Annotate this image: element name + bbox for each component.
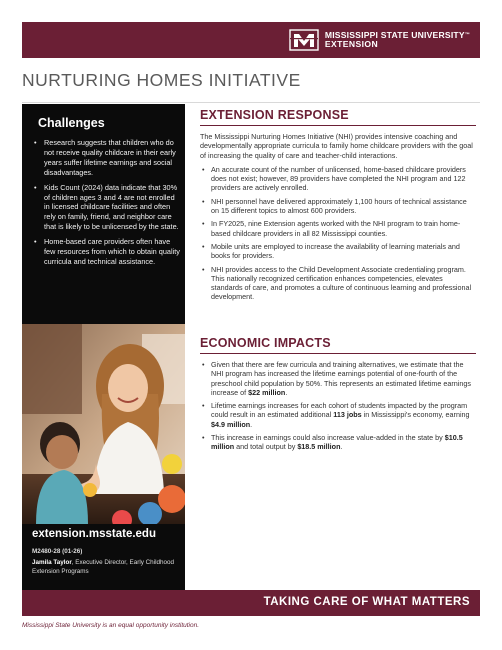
impact-text: . [250, 419, 253, 429]
response-heading: EXTENSION RESPONSE [200, 108, 349, 122]
challenges-heading: Challenges [38, 116, 105, 130]
list-item: • NHI personnel have delivered approximately 1,100 hours of technical assistance on 15 different topics to almost 600 providers. [200, 197, 476, 216]
list-item: • Mobile units are employed to increase the availability of learning materials and books for providers. [200, 242, 476, 261]
challenges-panel [22, 104, 185, 590]
left-footer [22, 524, 185, 590]
impact-text: Given that there are few curricula and training alternatives, we estimate that the NHI program has increased the lifetime earnings potential of one-fourth of the preschool child population by 50%. This represents an estimated lifetime earnings increase of [211, 360, 471, 397]
author-name: Jamila Taylor [32, 559, 72, 566]
impact-value: $22 million [248, 387, 286, 397]
list-item [200, 401, 476, 429]
impact-value: $10.5 million [211, 433, 463, 452]
extension-website-link[interactable]: extension.msstate.edu [32, 528, 156, 540]
impact-text: in Mississippi's economy, earning [361, 410, 470, 420]
impacts-heading: ECONOMIC IMPACTS [200, 336, 331, 350]
list-item: • Kids Count (2024) data indicate that 30% of children ages 3 and 4 are not enrolled in licensed childcare facilities and often rely on family, friend, and neighbor care that is likely to be unlicensed by the state. [34, 183, 180, 233]
impact-value: 113 jobs [333, 410, 362, 420]
challenges-list [34, 138, 180, 272]
trademark-symbol: ™ [464, 32, 470, 38]
impacts-divider [200, 353, 476, 354]
impact-text: Lifetime earnings increases for each cohort of students impacted by the program could result in an estimated additional [211, 401, 468, 420]
list-item: • An accurate count of the number of unlicensed, home-based childcare providers does not exist; however, 89 providers have completed the NHI program and 122 providers are actively enrolled. [200, 165, 476, 193]
page-title: NURTURING HOMES INITIATIVE [22, 70, 301, 90]
impact-value: $4.9 million [211, 419, 251, 429]
unit-name: EXTENSION [324, 39, 379, 49]
impact-text: . [285, 387, 288, 397]
list-item [200, 360, 476, 397]
title-divider [22, 102, 480, 103]
msu-extension-logo[interactable] [289, 28, 470, 52]
list-item [200, 433, 476, 452]
msu-logo-icon [289, 28, 319, 52]
list-item: • Home-based care providers often have few resources from which to obtain quality curricula and technical assistance. [34, 237, 180, 267]
author-credit [32, 559, 182, 576]
list-item: • Research suggests that children who do not receive quality childcare in their early years suffer lifetime earnings and social disadvantages. [34, 138, 180, 178]
impact-text: . [340, 442, 343, 452]
extension-response-section [200, 108, 476, 306]
response-divider [200, 125, 476, 126]
header-bar [22, 22, 480, 58]
caregiver-child-photo [22, 324, 185, 524]
publication-code: M2480-28 (01-26) [32, 548, 83, 555]
impact-text: This increase in earnings could also increase value-added in the state by [211, 433, 445, 443]
impacts-list [200, 360, 476, 452]
response-list [200, 165, 476, 302]
list-item: • In FY2025, nine Extension agents worked with the NHI program to train home-based childcare providers in all 82 Mississippi counties. [200, 219, 476, 238]
impact-value: $18.5 million [297, 442, 341, 452]
tagline: TAKING CARE OF WHAT MATTERS [263, 596, 470, 608]
author-title: , Executive Director, Early Childhood Extension Programs [32, 559, 174, 575]
university-name: MISSISSIPPI STATE UNIVERSITY [324, 30, 465, 40]
response-intro: The Mississippi Nurturing Homes Initiative (NHI) provides intensive coaching and developmentally appropriate curricula to family home childcare providers with the goal of increasing the quality of care and teacher-child interactions. [200, 132, 473, 160]
economic-impacts-section [200, 336, 476, 456]
impact-text: and total output by [234, 442, 298, 452]
tagline-bar [22, 590, 480, 616]
list-item: • NHI provides access to the Child Development Associate credentialing program. This nationally recognized certification enhances competencies, elevates standards of care, and promotes a culture of continuous learning and professional development. [200, 265, 476, 302]
disclaimer: Mississippi State University is an equal opportunity institution. [22, 622, 200, 629]
